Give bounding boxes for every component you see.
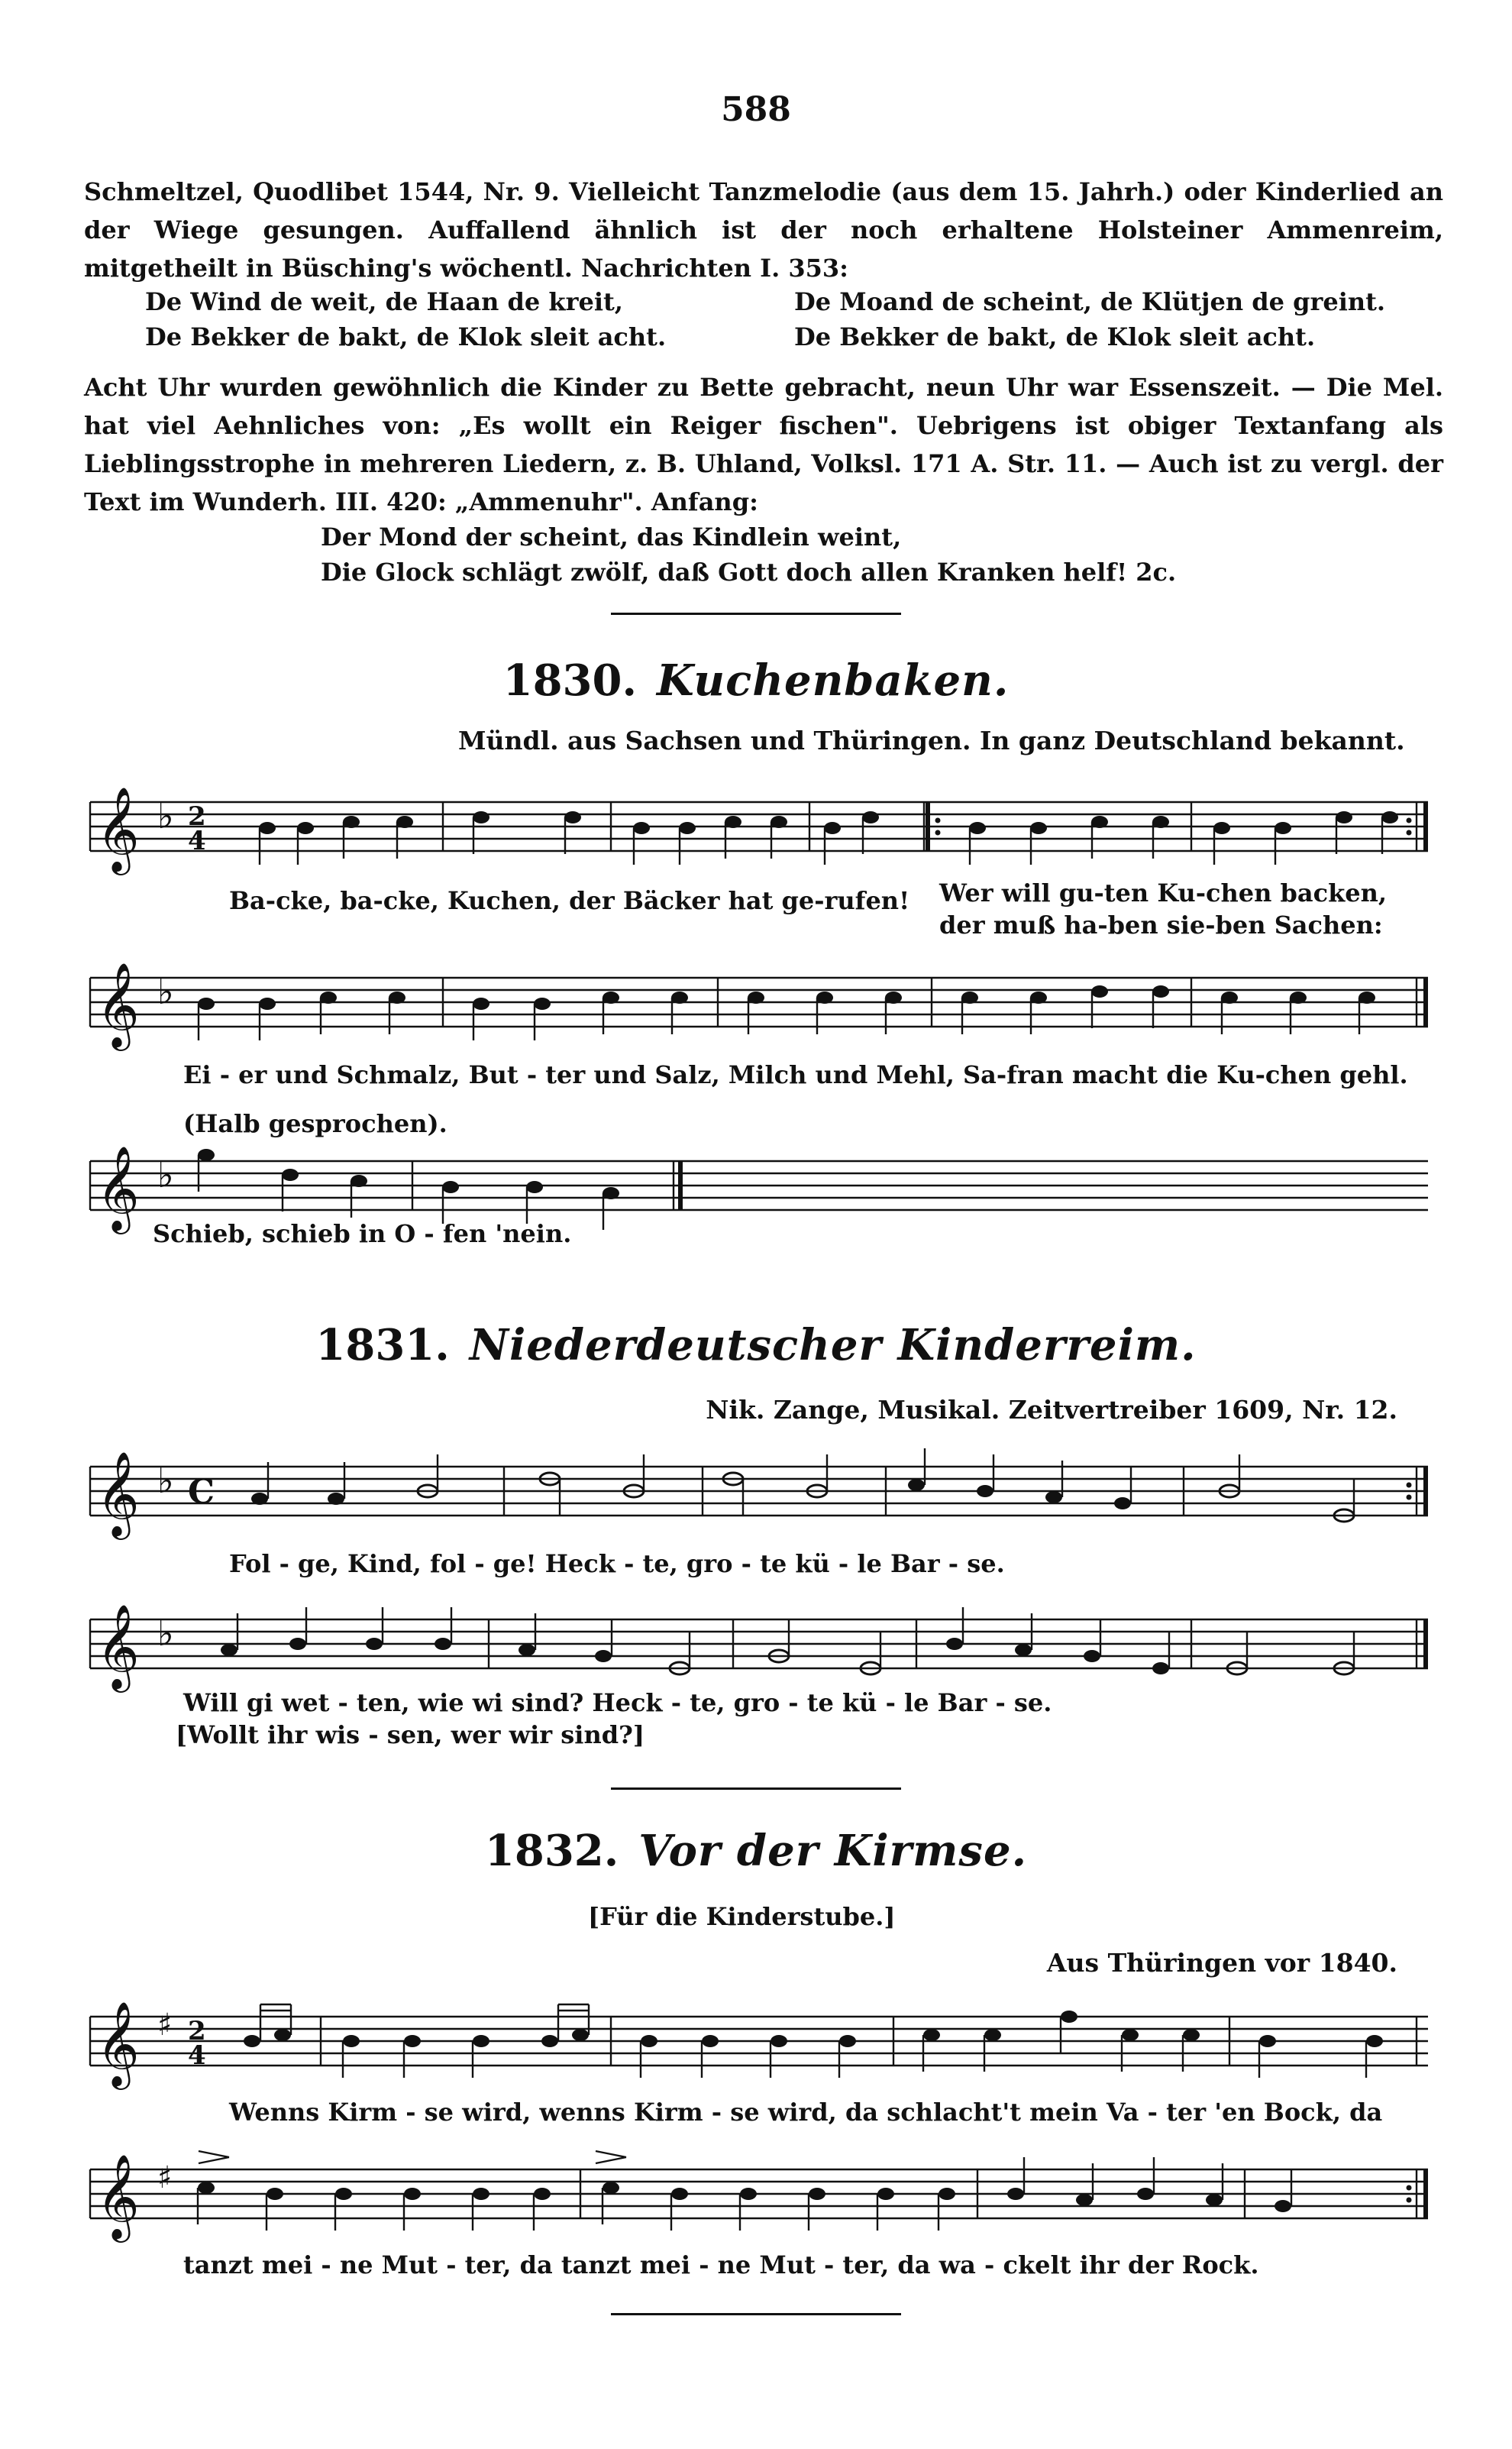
section-divider-2 [611,1787,901,1790]
song-1830-time-top: 2 [188,801,206,832]
song-1831-lyrics-3: [Wollt ihr wis - sen, wer wir sind?] [176,1720,645,1749]
verse-right-1: De Moand de scheint, de Klütjen de greint. [794,287,1386,316]
svg-text:𝄞: 𝄞 [96,962,140,1047]
song-1830-title: Kuchenbaken. [656,655,1010,706]
song-1831-lyrics-1: Fol - ge, Kind, fol - ge! Heck - te, gro - te kü - le Bar - se. [229,1549,1005,1578]
song-1831-time-signature: C [188,1473,215,1512]
svg-text:𝄞: 𝄞 [96,1451,140,1536]
svg-text:♭: ♭ [157,1154,174,1195]
commentary-paragraph-2: Acht Uhr wurden gewöhnlich die Kinder zu Bette gebracht, neun Uhr war Essenszeit. — Die Mel. hat viel Aehnliches von: „Es wollt ein Reiger fischen". Uebrigens ist obiger Textanfang als Lieblingsstrophe in mehreren Liedern, z. B. Uhland, Volksl. 171 A. Str. 11. — Auch ist zu vergl. der Text im Wunderh. III. 420: „Ammenuhr". Anfang: [84,373,1443,516]
song-1830-time-bottom: 4 [188,826,206,856]
verse-left-1: De Wind de weit, de Haan de kreit, [145,287,623,316]
song-1832-lyrics-1: Wenns Kirm - se wird, wenns Kirm - se wird, da schlacht't mein Va - ter 'en Bock, da [229,2098,1383,2127]
song-1832-source: Aus Thüringen vor 1840. [1046,1948,1397,1978]
svg-text:♯: ♯ [157,2160,173,2195]
song-1831-lyrics-2: Will gi wet - ten, wie wi sind? Heck - te, gro - te kü - le Bar - se. [183,1688,1052,1717]
song-1831-staff-2 [0,1589,1512,1696]
svg-text:♭: ♭ [157,795,174,836]
song-1830-lyrics-3: Schieb, schieb in O - fen 'nein. [153,1219,572,1248]
song-1830-number: 1830. [502,655,637,706]
song-1830-spoken-note: (Halb gesprochen). [183,1109,447,1138]
song-1830-lyrics-2: Ei - er und Schmalz, But - ter und Salz, Milch und Mehl, Sa-fran macht die Ku-chen gehl. [183,1060,1408,1089]
song-1832-title: Vor der Kirmse. [638,1826,1028,1876]
song-1830-lyrics-1-upper: Wer will gu-ten Ku-chen backen, [939,878,1388,907]
song-1832-lyrics-2: tanzt mei - ne Mut - ter, da tanzt mei - ne Mut - ter, da wa - ckelt ihr der Rock. [183,2250,1259,2279]
section-divider-3 [611,2313,901,2315]
svg-text:𝄞: 𝄞 [96,1603,140,1689]
svg-text:♯: ♯ [157,2007,173,2043]
song-1832-time-bottom: 4 [188,2040,206,2071]
svg-text:𝄞: 𝄞 [96,1145,140,1231]
song-1831-heading [0,1320,1512,1370]
song-1832-staff-2 [0,2139,1512,2253]
song-1832-number: 1832. [484,1826,619,1876]
song-1830-lyrics-1: Ba-cke, ba-cke, Kuchen, der Bäcker hat ge-rufen! [229,886,910,915]
song-1830-source: Mündl. aus Sachsen und Thüringen. In ganz Deutschland bekannt. [458,726,1405,755]
song-1831-number: 1831. [315,1320,450,1370]
verse-right-2: De Bekker de bakt, de Klok sleit acht. [794,322,1316,351]
song-1832-subtitle: [Für die Kinderstube.] [588,1902,896,1931]
song-1831-staff-1 [0,1436,1512,1543]
song-1832-heading [0,1826,1512,1876]
svg-text:♭: ♭ [157,1613,174,1654]
svg-text:𝄞: 𝄞 [96,2153,140,2239]
song-1830-heading [0,655,1512,706]
svg-text:𝄞: 𝄞 [96,2001,140,2086]
song-1832-time-top: 2 [188,2016,206,2046]
commentary-paragraph-1: Schmeltzel, Quodlibet 1544, Nr. 9. Vielleicht Tanzmelodie (aus dem 15. Jahrh.) oder Kinderlied an der Wiege gesungen. Auffallend ähnlich ist der noch erhaltene Holsteiner Ammenreim, mitgetheilt in Büsching's wöchentl. Nachrichten I. 353: [84,177,1443,283]
song-1831-source: Nik. Zange, Musikal. Zeitvertreiber 1609, Nr. 12. [706,1395,1397,1425]
svg-text:♭: ♭ [157,1460,174,1501]
song-1831-title: Niederdeutscher Kinderreim. [469,1320,1197,1370]
svg-text:𝄞: 𝄞 [96,786,140,872]
svg-text:♭: ♭ [157,971,174,1012]
song-1830-lyrics-1-lower: der muß ha-ben sie-ben Sachen: [939,911,1383,940]
verse-left-2: De Bekker de bakt, de Klok sleit acht. [145,322,667,351]
song-1830-staff-2 [0,955,1512,1062]
page-number: 588 [721,90,791,129]
song-1830-staff-1 [0,772,1512,878]
song-1832-staff-1 [0,1986,1512,2101]
verse-4: Die Glock schlägt zwölf, daß Gott doch allen Kranken helf! 2c. [321,558,1177,587]
verse-3: Der Mond der scheint, das Kindlein weint, [321,522,902,552]
section-divider [611,613,901,615]
